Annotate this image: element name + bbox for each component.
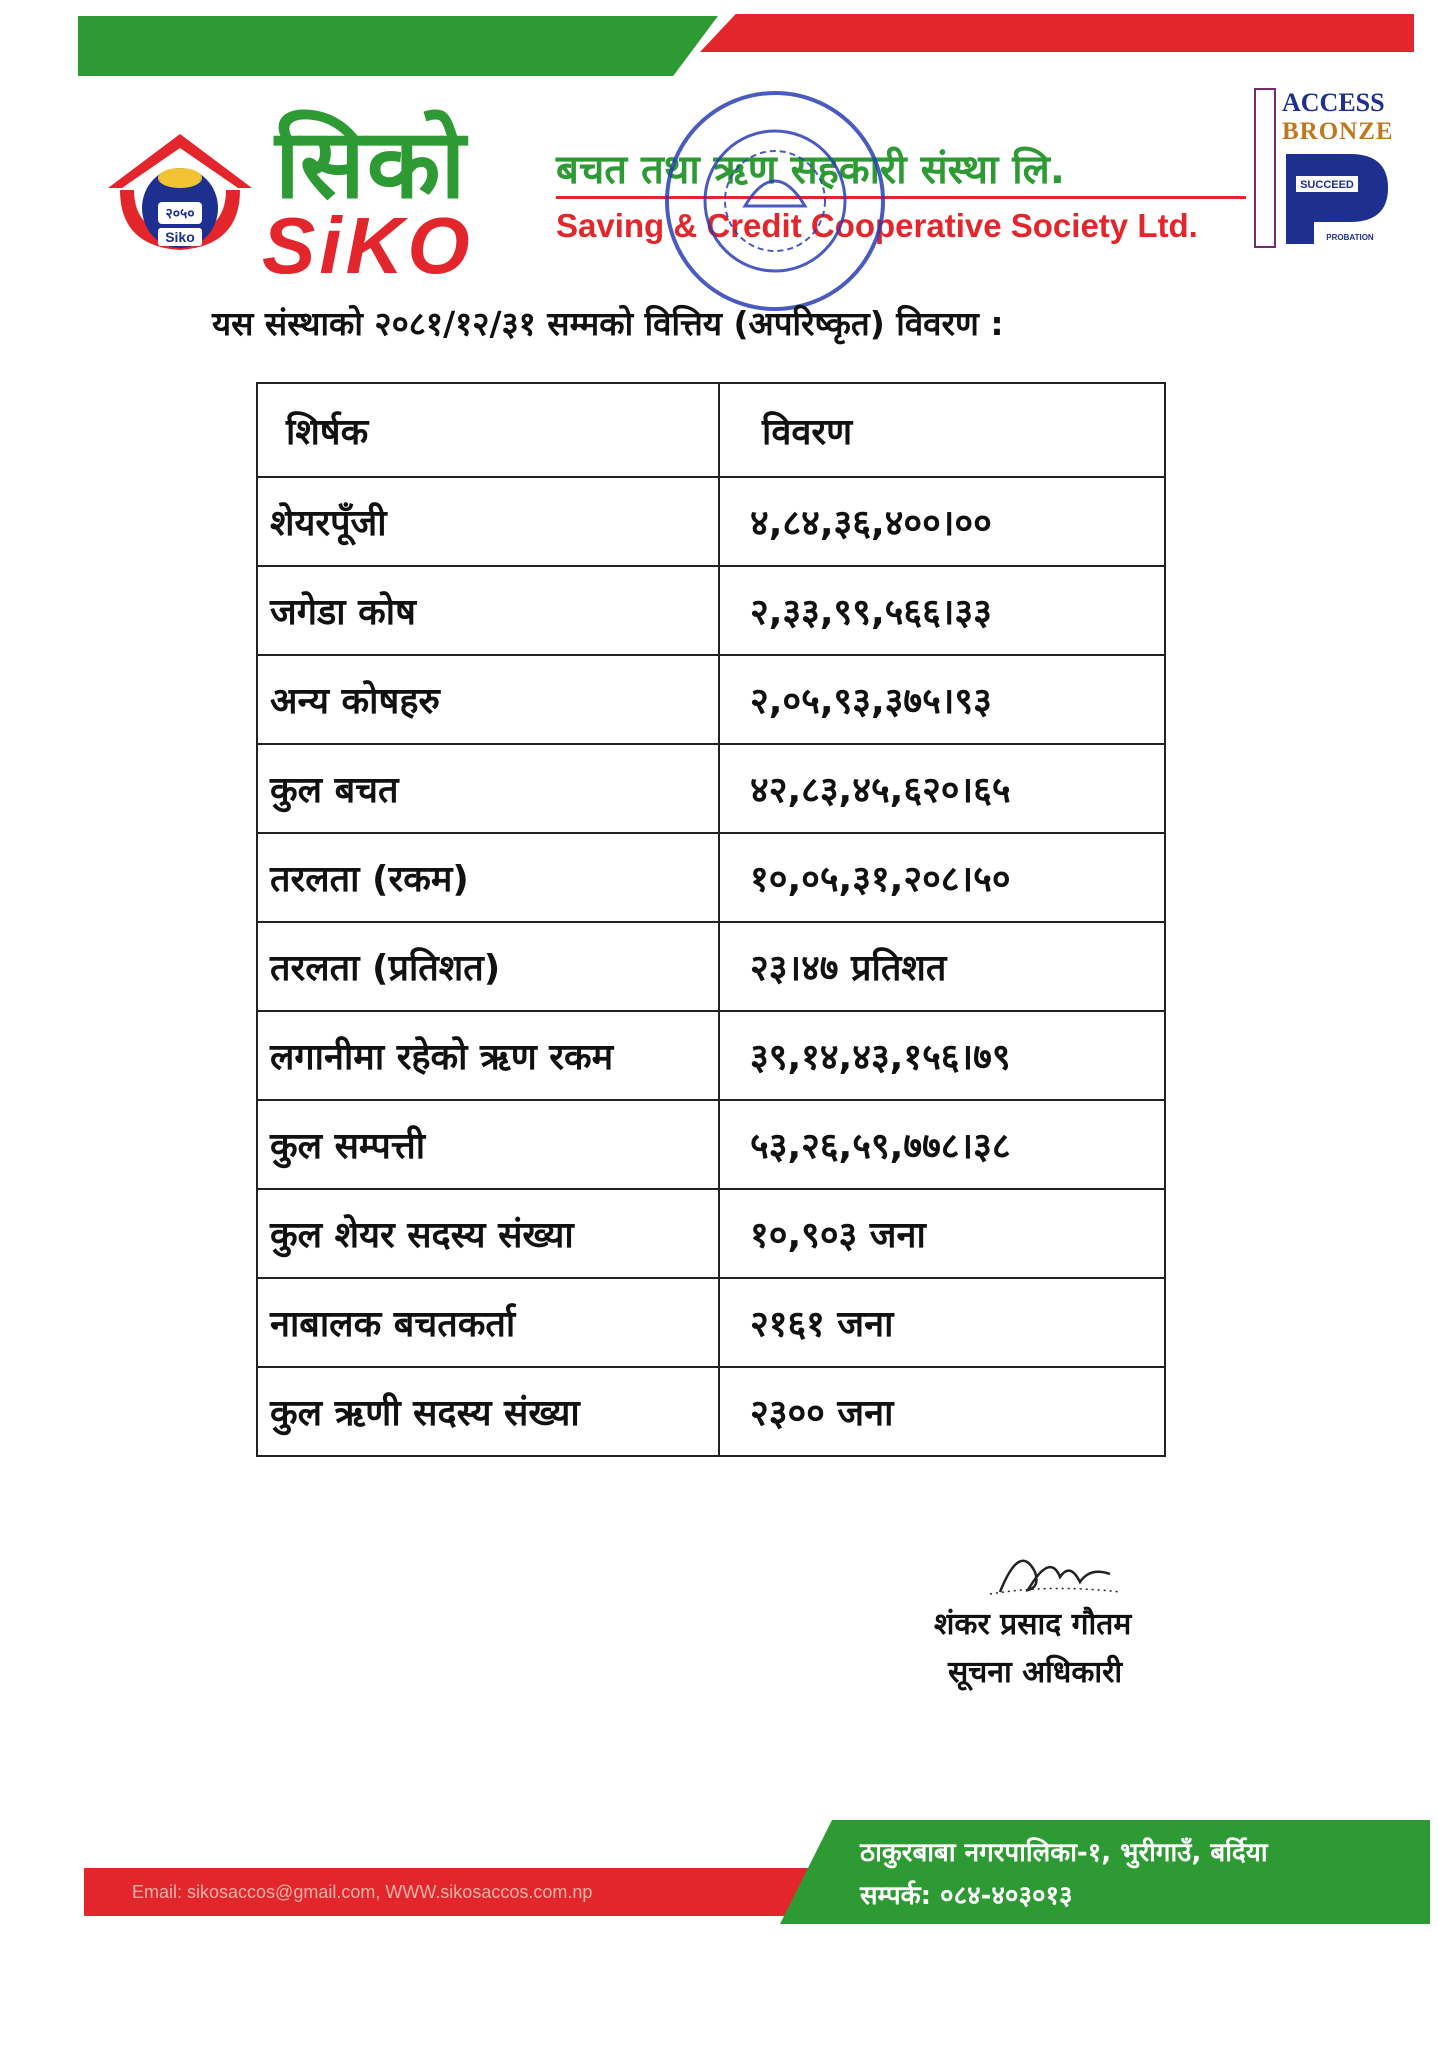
brand-latin: SiKO bbox=[262, 201, 474, 290]
row-value: ५३,२६,५९,७७८।३८ bbox=[719, 1100, 1165, 1189]
table-row bbox=[257, 477, 1165, 566]
row-title: तरलता (प्रतिशत) bbox=[257, 922, 719, 1011]
access-bronze-badge bbox=[1254, 88, 1404, 248]
footer-contact: सम्पर्क: ०८४-४०३०१३ bbox=[860, 1881, 1073, 1911]
row-title: कुल सम्पत्ती bbox=[257, 1100, 719, 1189]
row-value: २३।४७ प्रतिशत bbox=[719, 922, 1165, 1011]
badge-side-strip bbox=[1254, 88, 1276, 248]
table-body bbox=[257, 477, 1165, 1456]
table-row bbox=[257, 1100, 1165, 1189]
badge-tag: SUCCEED bbox=[1300, 179, 1354, 191]
badge-p-icon bbox=[1280, 154, 1392, 244]
house-logo-icon bbox=[100, 128, 260, 258]
column-header-detail: विवरण bbox=[719, 383, 1165, 477]
row-title: अन्य कोषहरु bbox=[257, 655, 719, 744]
row-value: ३९,१४,४३,१५६।७९ bbox=[719, 1011, 1165, 1100]
badge-level: BRONZE bbox=[1282, 118, 1394, 145]
row-title: तरलता (रकम) bbox=[257, 833, 719, 922]
top-red-stripe bbox=[700, 14, 1414, 52]
row-value: १०,९०३ जना bbox=[719, 1189, 1165, 1278]
row-value: ४,८४,३६,४००।०० bbox=[719, 477, 1165, 566]
table-row bbox=[257, 922, 1165, 1011]
financial-statement-table bbox=[256, 382, 1166, 1457]
signatory-name: शंकर प्रसाद गौतम bbox=[934, 1607, 1132, 1642]
row-value: २१६१ जना bbox=[719, 1278, 1165, 1367]
row-title: कुल बचत bbox=[257, 744, 719, 833]
table-row bbox=[257, 1278, 1165, 1367]
footer-email: Email: sikosaccos@gmail.com, WWW.sikosaccos.com.np bbox=[132, 1882, 593, 1902]
row-title: शेयरपूँजी bbox=[257, 477, 719, 566]
row-title: कुल शेयर सदस्य संख्या bbox=[257, 1189, 719, 1278]
row-value: ४२,८३,४५,६२०।६५ bbox=[719, 744, 1165, 833]
row-title: नाबालक बचतकर्ता bbox=[257, 1278, 719, 1367]
table-header-row bbox=[257, 383, 1165, 477]
row-value: २३०० जना bbox=[719, 1367, 1165, 1456]
table-row bbox=[257, 744, 1165, 833]
society-name-english: Saving & Credit Cooperative Society Ltd. bbox=[556, 207, 1198, 244]
badge-sub: PROBATION bbox=[1326, 233, 1374, 242]
row-title: कुल ऋणी सदस्य संख्या bbox=[257, 1367, 719, 1456]
society-seal-icon bbox=[660, 86, 890, 316]
logo-year: २०५० bbox=[165, 206, 195, 222]
row-title: जगेडा कोष bbox=[257, 566, 719, 655]
logo-label: Siko bbox=[165, 229, 195, 245]
signature-image bbox=[980, 1532, 1130, 1612]
top-green-stripe bbox=[78, 16, 718, 76]
table-row bbox=[257, 833, 1165, 922]
row-value: १०,०५,३१,२०८।५० bbox=[719, 833, 1165, 922]
signatory-title: सूचना अधिकारी bbox=[948, 1655, 1123, 1690]
table-row bbox=[257, 1189, 1165, 1278]
table-row bbox=[257, 566, 1165, 655]
table-row bbox=[257, 655, 1165, 744]
footer-address: ठाकुरबाबा नगरपालिका-१, भुरीगाउँ, बर्दिया bbox=[860, 1838, 1268, 1868]
statement-intro: यस संस्थाको २०८१/१२/३१ सम्मको वित्तिय (अपरिष्कृत) विवरण : bbox=[212, 304, 1004, 343]
badge-title: ACCESS bbox=[1282, 88, 1385, 117]
society-name-hindi: बचत तथा ऋण सहकारी संस्था लि. bbox=[556, 147, 1065, 193]
row-value: २,३३,९९,५६६।३३ bbox=[719, 566, 1165, 655]
row-title: लगानीमा रहेको ऋण रकम bbox=[257, 1011, 719, 1100]
row-value: २,०५,९३,३७५।९३ bbox=[719, 655, 1165, 744]
table-row bbox=[257, 1011, 1165, 1100]
brand-hindi: सिको bbox=[275, 108, 468, 220]
table-row bbox=[257, 1367, 1165, 1456]
column-header-title: शिर्षक bbox=[257, 383, 719, 477]
